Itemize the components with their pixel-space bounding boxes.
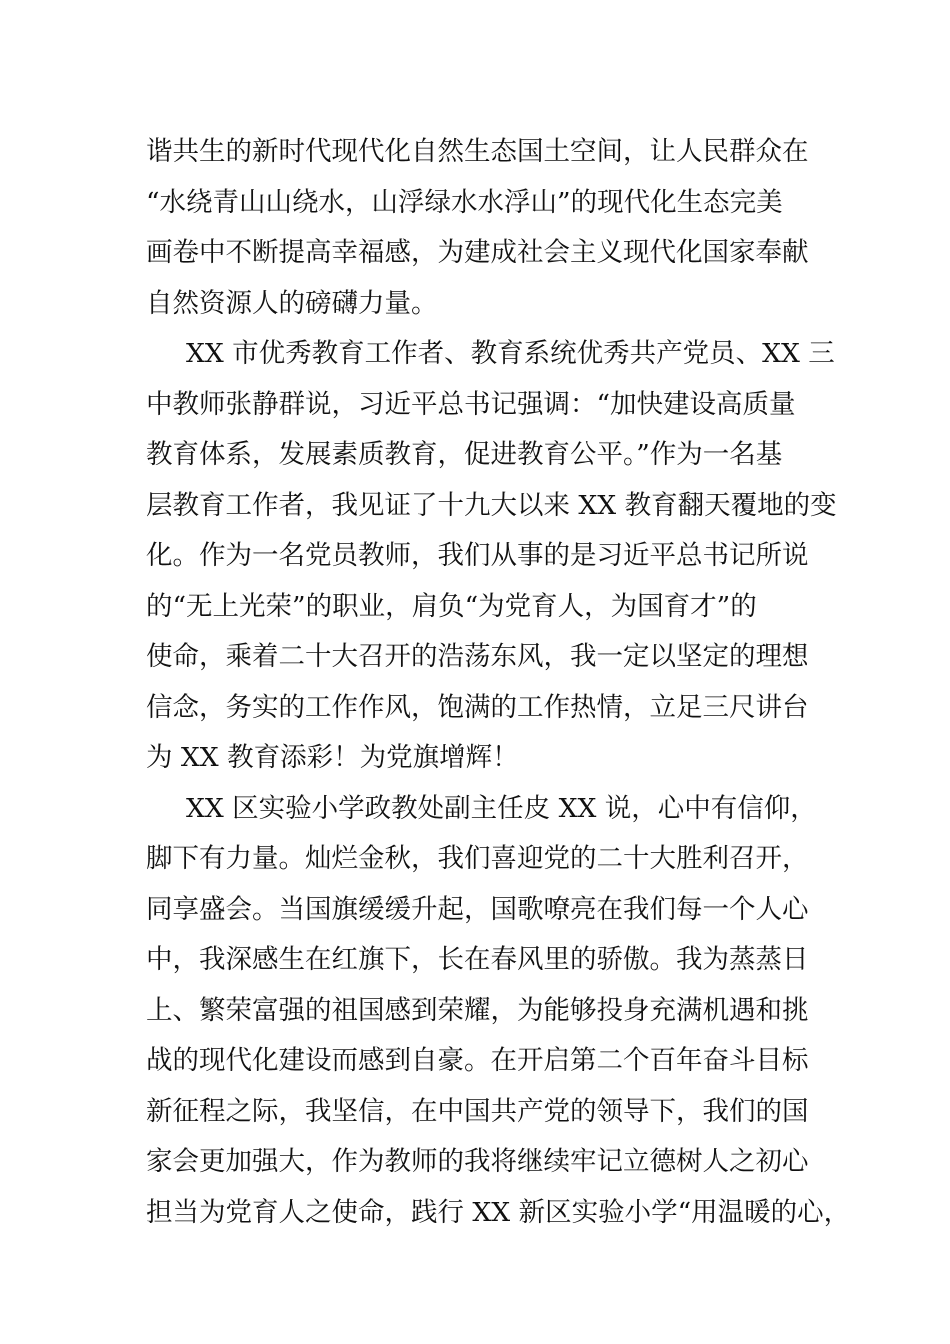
text-line: 新征程之际，我坚信，在中国共产党的领导下，我们的国 <box>146 1095 809 1127</box>
text-line: 担当为党育人之使命，践行 XX 新区实验小学“用温暖的心， <box>146 1196 851 1228</box>
text-line: 自然资源人的磅礴力量。 <box>146 287 438 319</box>
text-line: 中，我深感生在红旗下，长在春风里的骄傲。我为蒸蒸日 <box>146 944 809 975</box>
text-line: 谐共生的新时代现代化自然生态国土空间，让人民群众在 <box>146 136 809 167</box>
paragraph-1 <box>146 127 826 329</box>
text-line: 为 XX 教育添彩！为党旗增辉！ <box>146 742 519 773</box>
text-line: 化。作为一名党员教师，我们从事的是习近平总书记所说 <box>146 540 809 571</box>
paragraph-2 <box>146 329 837 784</box>
text-line: 层教育工作者，我见证了十九大以来 XX 教育翻天覆地的变 <box>146 489 837 521</box>
text-line: 上、繁荣富强的祖国感到荣耀，为能够投身充满机遇和挑 <box>146 994 809 1026</box>
paragraph-3 <box>146 784 851 1239</box>
text-line: 信念，务实的工作作风，饱满的工作热情，立足三尺讲台 <box>146 691 809 723</box>
text-line: 中教师张静群说，习近平总书记强调：“加快建设高质量 <box>146 388 796 420</box>
text-line: 家会更加强大，作为教师的我将继续牢记立德树人之初心 <box>146 1146 809 1177</box>
text-line: 使命，乘着二十大召开的浩荡东风，我一定以坚定的理想 <box>146 641 809 672</box>
document-body <box>146 127 851 1238</box>
text-line: 同享盛会。当国旗缓缓升起，国歌嘹亮在我们每一个人心 <box>146 893 809 925</box>
text-line: 战的现代化建设而感到自豪。在开启第二个百年奋斗目标 <box>146 1045 809 1076</box>
text-line: 脚下有力量。灿烂金秋，我们喜迎党的二十大胜利召开， <box>146 843 809 874</box>
text-line: “水绕青山山绕水，山浮绿水水浮山”的现代化生态完美 <box>146 186 783 218</box>
text-line: XX 区实验小学政教处副主任皮 XX 说，心中有信仰， <box>186 792 817 824</box>
text-line: 的“无上光荣”的职业，肩负“为党育人，为国育才”的 <box>146 590 757 622</box>
text-line: XX 市优秀教育工作者、教育系统优秀共产党员、XX 三 <box>186 338 835 369</box>
text-line: 教育体系，发展素质教育，促进教育公平。”作为一名基 <box>146 439 783 470</box>
text-line: 画卷中不断提高幸福感，为建成社会主义现代化国家奉献 <box>146 237 809 268</box>
